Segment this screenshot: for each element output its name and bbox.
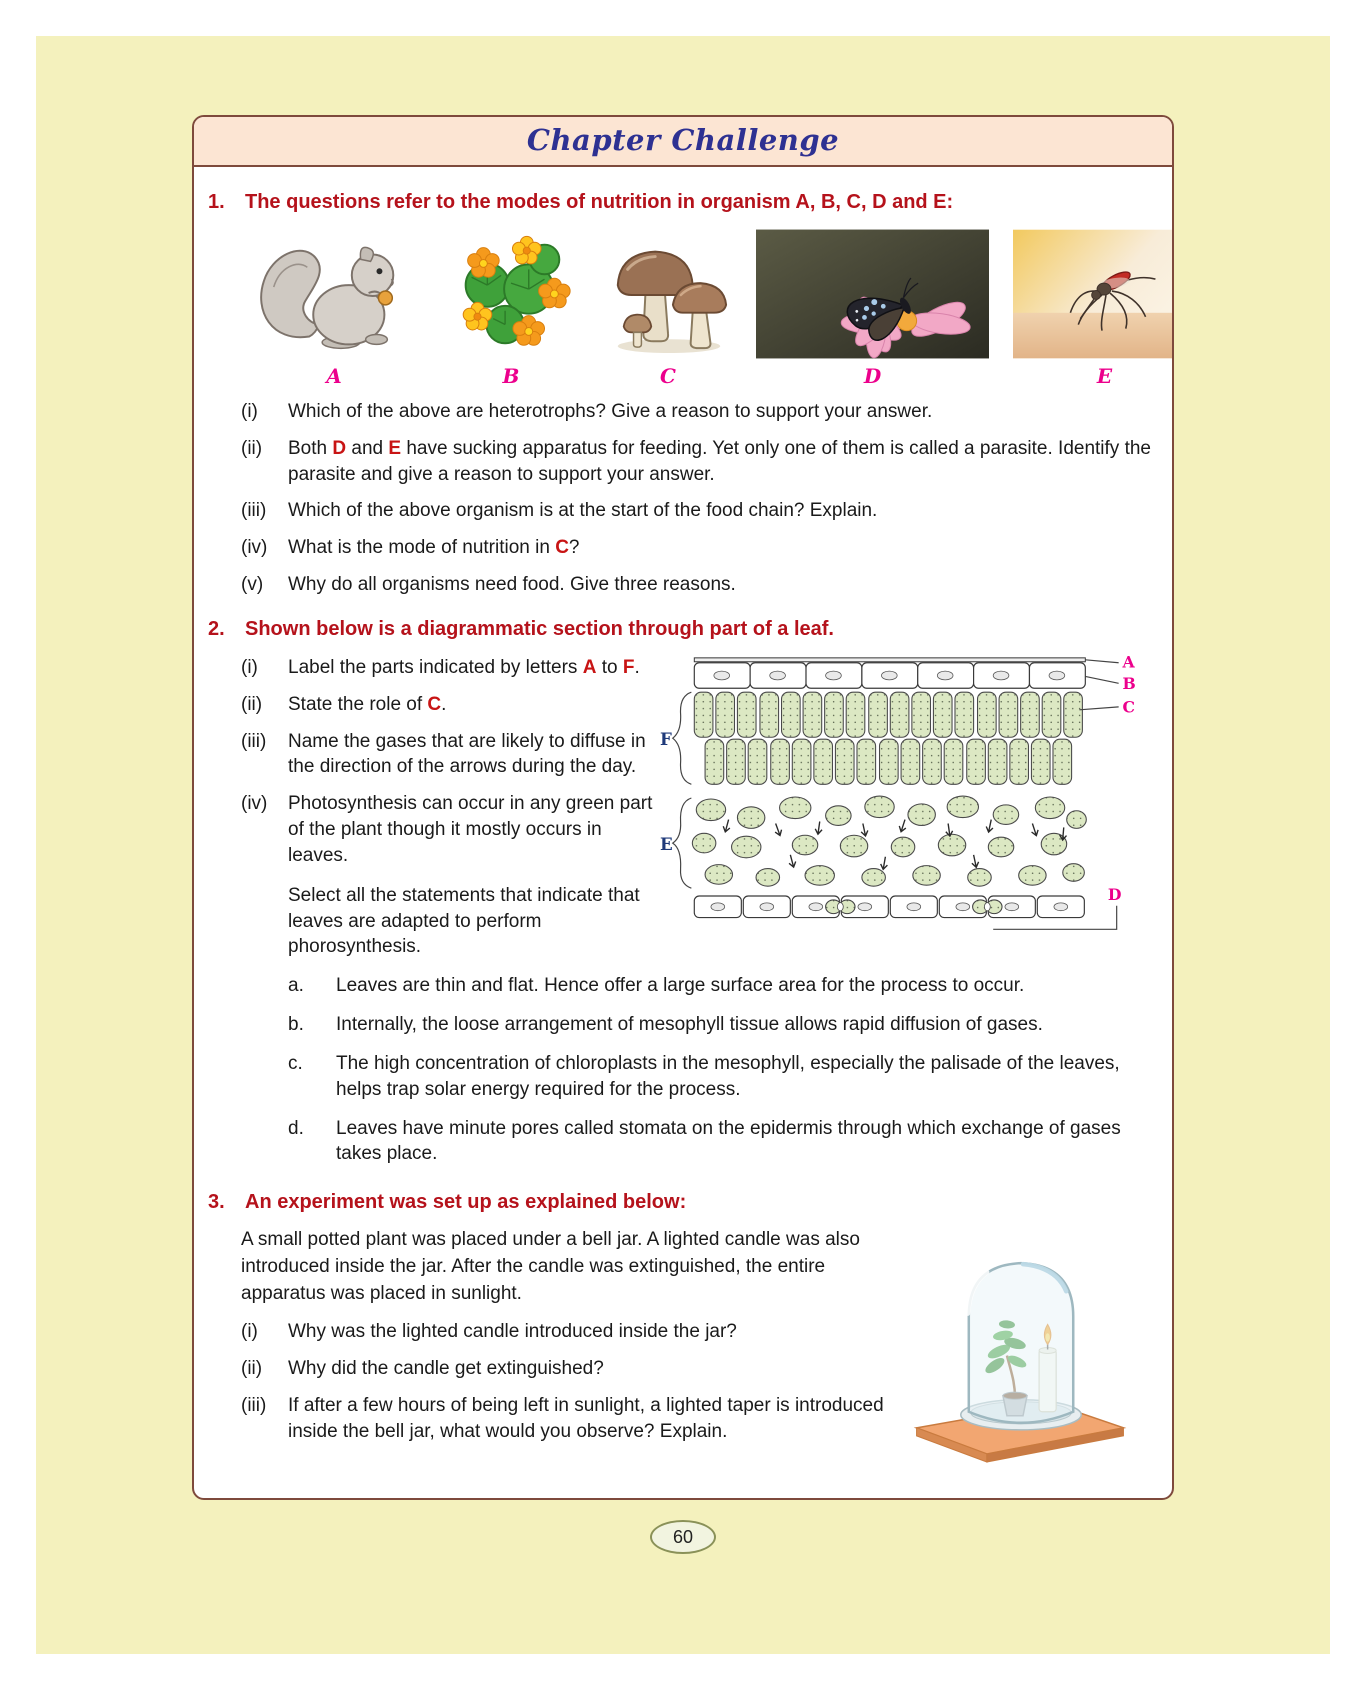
highlight-letter: D	[332, 437, 347, 459]
sub-number: (i)	[241, 401, 258, 422]
question-3-heading	[208, 1189, 1152, 1215]
text-segment: ?	[568, 537, 580, 559]
butterfly-on-flower-image	[756, 229, 989, 359]
organism-c-label: C	[660, 364, 676, 388]
organism-a-label: A	[326, 364, 342, 388]
sub-number: (ii)	[241, 693, 263, 715]
leaf-cross-section-diagram	[660, 650, 1150, 946]
text-segment: Why did the candle get extinguished?	[288, 1357, 604, 1379]
q2-statement-c	[288, 1051, 1152, 1103]
q2-two-column-area	[208, 644, 1152, 960]
sub-number: (ii)	[241, 1357, 263, 1379]
sub-number: (iii)	[241, 730, 267, 752]
q3-sub-iii	[241, 1393, 900, 1445]
highlight-letter: C	[427, 693, 442, 715]
chapter-challenge-box	[192, 115, 1174, 1500]
sub-number: (i)	[241, 1321, 258, 1343]
text-segment: to	[596, 656, 623, 678]
organism-e-label: E	[1096, 364, 1113, 388]
squirrel-image	[250, 227, 418, 359]
sub-number: (iii)	[241, 500, 267, 522]
sub-number: (iii)	[241, 1394, 267, 1416]
statement-letter: b.	[288, 1014, 304, 1036]
statement-text: Leaves are thin and flat. Hence offer a large surface area for the process to occur.	[336, 975, 1025, 997]
sub-text	[288, 729, 660, 781]
q3-sub-i	[241, 1319, 900, 1345]
sub-text	[288, 1393, 900, 1445]
text-segment: Label the parts indicated by letters	[288, 656, 583, 678]
statement-letter: d.	[288, 1117, 304, 1139]
text-segment: .	[634, 656, 640, 678]
organism-d-label: D	[863, 364, 882, 388]
q2-left-column	[208, 644, 660, 960]
q3-two-column-area	[208, 1217, 1152, 1472]
q2-diagram-area	[660, 644, 1152, 960]
question-1-heading	[208, 189, 1152, 215]
sub-text	[288, 655, 660, 681]
question-2-number: 2.	[208, 617, 225, 640]
page-number-badge	[650, 1520, 716, 1554]
text-segment: Both	[288, 437, 333, 459]
flowering-plant-image	[442, 227, 580, 359]
highlight-letter: C	[555, 537, 569, 559]
text-segment: and	[346, 437, 389, 459]
q2-sub-iv	[241, 791, 660, 868]
chapter-challenge-header	[194, 117, 1172, 167]
question-2-title: Shown below is a diagrammatic section through part of a leaf.	[245, 617, 834, 640]
organism-b-label: B	[502, 364, 520, 388]
question-1-title: The questions refer to the modes of nutrition in organism A, B, C, D and E:	[245, 191, 954, 213]
page-background	[36, 36, 1330, 1654]
question-2-heading	[208, 616, 1152, 642]
organism-a	[250, 227, 418, 388]
statement-letter: c.	[288, 1052, 303, 1074]
statement-text: The high concentration of chloroplasts in the mesophyll, especially the palisade of the leaves, helps trap solar energy required for the process.	[336, 1052, 1120, 1100]
text-segment: If after a few hours of being left in sunlight, a lighted taper is introduced inside the bell jar, what would you observe? Explain.	[288, 1394, 884, 1442]
q3-illustration-area	[900, 1217, 1152, 1472]
organism-d	[756, 229, 989, 388]
page-number: 60	[672, 1527, 694, 1548]
sub-text	[288, 399, 1152, 425]
q2-sub-iii	[241, 729, 660, 781]
q1-sub-iii	[241, 498, 1152, 524]
text-segment: Why do all organisms need food. Give three reasons.	[288, 574, 736, 596]
q2-statement-b	[288, 1012, 1152, 1038]
sub-text	[288, 436, 1152, 488]
leaf-label-d: D	[1107, 884, 1122, 904]
highlight-letter: F	[622, 656, 635, 678]
leaf-label-c: C	[1122, 697, 1136, 717]
organism-c	[604, 227, 732, 388]
question-3-number: 3.	[208, 1191, 225, 1214]
q3-left-column	[208, 1217, 900, 1472]
sub-number: (iv)	[241, 793, 268, 815]
mushrooms-image	[604, 227, 732, 359]
chapter-challenge-title: Chapter Challenge	[526, 123, 840, 157]
q2-statement-a	[288, 973, 1152, 999]
leaf-label-a: A	[1122, 652, 1135, 672]
sub-number: (v)	[241, 574, 264, 596]
leaf-label-e: E	[660, 833, 673, 854]
q1-sub-ii	[241, 436, 1152, 488]
q3-paragraph: A small potted plant was placed under a bell jar. A lighted candle was also introduced inside the jar. After the candle was extinguished, the entire apparatus was placed in sunlight.	[241, 1229, 860, 1305]
organism-e	[1013, 229, 1174, 388]
sub-number: (ii)	[241, 437, 263, 459]
text-segment: State the role of	[288, 693, 428, 715]
statement-text: Internally, the loose arrangement of mesophyll tissue allows rapid diffusion of gases.	[336, 1014, 1043, 1036]
q2-sub-i	[241, 655, 660, 681]
box-content	[194, 167, 1172, 1498]
q2-statement-d	[288, 1116, 1152, 1168]
q2-sub-ii	[241, 692, 660, 718]
statement-text: Leaves have minute pores called stomata on the epidermis through which exchange of gases takes place.	[336, 1117, 1121, 1165]
sub-text	[288, 572, 1152, 598]
sub-text	[288, 791, 660, 868]
q1-sub-i	[241, 399, 1152, 425]
sub-text	[288, 1356, 900, 1382]
text-segment: Name the gases that are likely to diffuse in the direction of the arrows during the day.	[288, 730, 646, 778]
organism-image-row	[250, 227, 1152, 388]
bell-jar-experiment-image	[900, 1231, 1136, 1467]
leaf-label-f: F	[660, 729, 672, 750]
sub-text	[288, 498, 1152, 524]
mosquito-image	[1013, 229, 1174, 359]
q3-sub-ii	[241, 1356, 900, 1382]
sub-text	[288, 535, 1152, 561]
sub-text	[288, 1319, 900, 1345]
sub-text	[288, 692, 660, 718]
highlight-letter: E	[388, 437, 402, 459]
text-segment: have sucking apparatus for feeding. Yet only one of them is called a parasite. Identify the parasite and give a reason to support your answer.	[288, 437, 1151, 485]
leaf-label-b: B	[1122, 674, 1136, 694]
text-segment: Which of the above are heterotrophs? Give a reason to support your answer.	[288, 401, 933, 422]
question-1-number: 1.	[208, 191, 225, 213]
question-3-title: An experiment was set up as explained below:	[245, 1191, 687, 1214]
q1-sub-v	[241, 572, 1152, 598]
organism-b	[442, 227, 580, 388]
q1-sub-iv	[241, 535, 1152, 561]
text-segment: Which of the above organism is at the start of the food chain? Explain.	[288, 500, 878, 522]
highlight-letter: A	[582, 656, 597, 678]
statement-letter: a.	[288, 975, 304, 997]
text-segment: What is the mode of nutrition in	[288, 537, 556, 559]
sub-number: (i)	[241, 656, 258, 678]
text-segment: .	[441, 693, 447, 715]
text-segment: Why was the lighted candle introduced inside the jar?	[288, 1321, 737, 1343]
q2-select-instruction: Select all the statements that indicate that leaves are adapted to perform phorosynthesis.	[288, 884, 640, 958]
sub-number: (iv)	[241, 537, 268, 559]
text-segment: Photosynthesis can occur in any green part of the plant though it mostly occurs in leaves.	[288, 793, 653, 866]
